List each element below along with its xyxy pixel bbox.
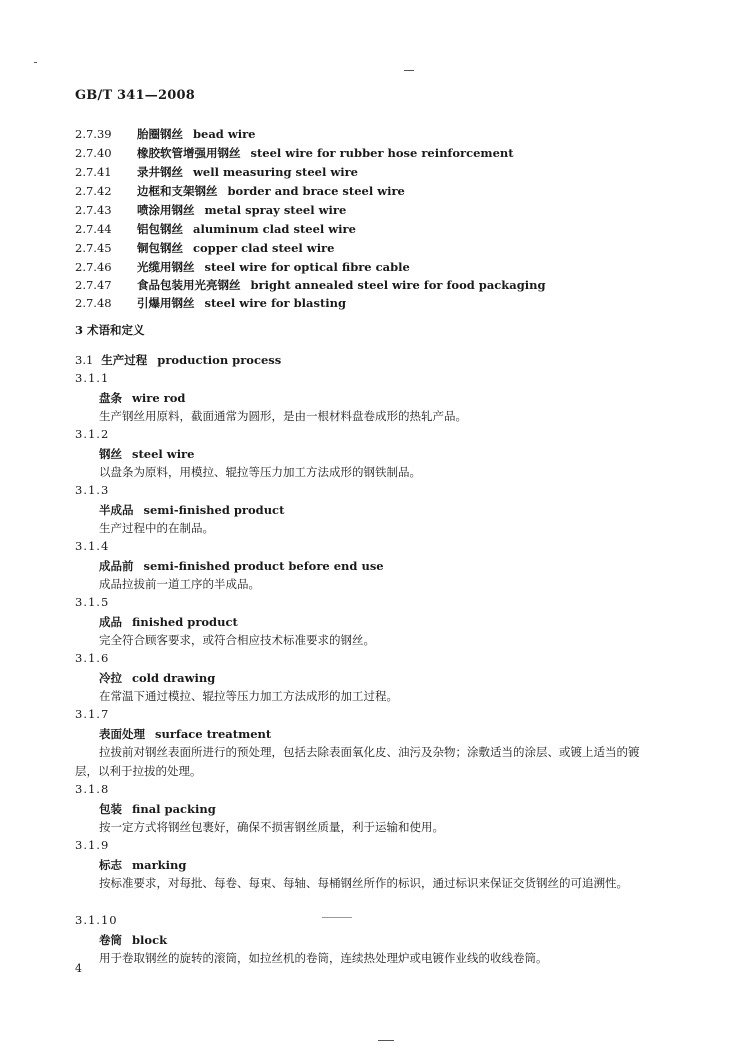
term-heading [99, 857, 186, 873]
term-definition: 在常温下通过模拉、辊拉等压力加工方法成形的加工过程。 [99, 689, 398, 703]
item-en: metal spray steel wire [204, 203, 347, 217]
item-en: aluminum clad steel wire [193, 222, 356, 236]
term-definition: 生产钢丝用原料，截面通常为圆形，是由一根材料盘卷成形的热轧产品。 [99, 409, 467, 423]
term-heading [99, 932, 167, 948]
item-en: bright annealed steel wire for food packaging [250, 278, 546, 292]
term-definition: 按一定方式将钢丝包裹好，确保不损害钢丝质量，利于运输和使用。 [99, 820, 444, 834]
term-en: block [132, 933, 168, 947]
item-en: border and brace steel wire [227, 184, 405, 198]
item-zh: 录井钢丝 [137, 165, 183, 179]
list-item [75, 221, 356, 237]
term-heading [99, 390, 185, 406]
term-number: 3.1.4 [75, 539, 110, 553]
section-title: 3 术语和定义 [75, 323, 145, 337]
term-definition: 以盘条为原料，用模拉、辊拉等压力加工方法成形的钢铁制品。 [99, 465, 421, 479]
term-en: finished product [132, 615, 238, 629]
term-definition: 拉拔前对钢丝表面所进行的预处理，包括去除表面氧化皮、油污及杂物；涂敷适当的涂层、或镀上适当的镀层，以利于拉拔的处理。 [75, 745, 640, 778]
scan-speck [404, 70, 414, 71]
term-heading [99, 670, 215, 686]
list-item [75, 183, 405, 199]
item-en: steel wire for rubber hose reinforcement [250, 146, 514, 160]
term-heading [99, 801, 216, 817]
term-definition: 成品拉拔前一道工序的半成品。 [99, 577, 260, 591]
item-number: 2.7.47 [75, 278, 112, 292]
item-en: well measuring steel wire [193, 165, 358, 179]
term-definition: 生产过程中的在制品。 [99, 521, 214, 535]
item-zh: 喷涂用钢丝 [137, 203, 195, 217]
term-heading [99, 446, 194, 462]
term-en: semi-finished product [143, 503, 285, 517]
term-number: 3.1.5 [75, 595, 110, 609]
scan-speck [34, 62, 37, 63]
term-number: 3.1.8 [75, 782, 110, 796]
term-zh: 卷筒 [99, 933, 122, 947]
item-zh: 食品包装用光亮钢丝 [137, 278, 241, 292]
scan-speck [322, 917, 352, 918]
term-number: 3.1.7 [75, 707, 110, 721]
list-item [75, 259, 410, 275]
item-en: steel wire for optical fibre cable [204, 260, 410, 274]
term-heading [99, 558, 384, 574]
term-en: marking [132, 858, 187, 872]
item-number: 2.7.48 [75, 296, 112, 310]
item-zh: 光缆用钢丝 [137, 260, 195, 274]
list-item [75, 164, 358, 180]
term-en: steel wire [132, 447, 195, 461]
term-zh: 包装 [99, 802, 122, 816]
term-en: cold drawing [132, 671, 216, 685]
term-en: final packing [132, 802, 216, 816]
term-zh: 标志 [99, 858, 122, 872]
list-item [75, 202, 346, 218]
term-zh: 冷拉 [99, 671, 122, 685]
standard-code: GB/T 341—2008 [75, 88, 195, 103]
term-zh: 半成品 [99, 503, 134, 517]
item-zh: 铜包钢丝 [137, 241, 183, 255]
term-heading [99, 726, 271, 742]
subsection-heading [75, 352, 281, 368]
item-number: 2.7.46 [75, 260, 112, 274]
term-number: 3.1.2 [75, 427, 110, 441]
subsection-number: 3.1 [75, 353, 94, 367]
term-number: 3.1.10 [75, 913, 118, 927]
list-item [75, 240, 334, 256]
item-number: 2.7.42 [75, 184, 112, 198]
term-zh: 表面处理 [99, 727, 145, 741]
list-item [75, 295, 346, 311]
page-number: 4 [75, 962, 82, 975]
term-en: surface treatment [155, 727, 272, 741]
term-heading [99, 614, 238, 630]
term-number: 3.1.9 [75, 838, 110, 852]
list-item [75, 277, 546, 293]
item-number: 2.7.41 [75, 165, 112, 179]
term-zh: 钢丝 [99, 447, 122, 461]
term-en: wire rod [132, 391, 186, 405]
item-zh: 边框和支架钢丝 [137, 184, 218, 198]
term-definition: 用于卷取钢丝的旋转的滚筒，如拉丝机的卷筒，连续热处理炉或电镀作业线的收线卷筒。 [99, 951, 548, 965]
term-zh: 成品 [99, 615, 122, 629]
list-item [75, 145, 514, 161]
item-en: copper clad steel wire [193, 241, 335, 255]
item-zh: 引爆用钢丝 [137, 296, 195, 310]
term-number: 3.1.1 [75, 371, 110, 385]
item-number: 2.7.40 [75, 146, 112, 160]
term-number: 3.1.6 [75, 651, 110, 665]
term-definition: 按标准要求，对每批、每卷、每束、每轴、每桶钢丝所作的标识，通过标识来保证交货钢丝的可追溯性。 [99, 876, 628, 890]
item-zh: 胎圈钢丝 [137, 127, 183, 141]
item-number: 2.7.44 [75, 222, 112, 236]
item-zh: 橡胶软管增强用钢丝 [137, 146, 241, 160]
item-zh: 铝包钢丝 [137, 222, 183, 236]
item-en: bead wire [193, 127, 256, 141]
list-item [75, 126, 256, 142]
term-definition: 完全符合顾客要求，或符合相应技术标准要求的钢丝。 [99, 633, 375, 647]
item-en: steel wire for blasting [204, 296, 347, 310]
term-en: semi-finished product before end use [143, 559, 384, 573]
subsection-zh: 生产过程 [101, 353, 148, 367]
item-number: 2.7.43 [75, 203, 112, 217]
term-zh: 盘条 [99, 391, 122, 405]
term-heading [99, 502, 284, 518]
item-number: 2.7.45 [75, 241, 112, 255]
scan-speck [378, 1040, 394, 1041]
term-number: 3.1.3 [75, 483, 110, 497]
item-number: 2.7.39 [75, 127, 112, 141]
term-zh: 成品前 [99, 559, 134, 573]
subsection-en: production process [157, 353, 282, 367]
